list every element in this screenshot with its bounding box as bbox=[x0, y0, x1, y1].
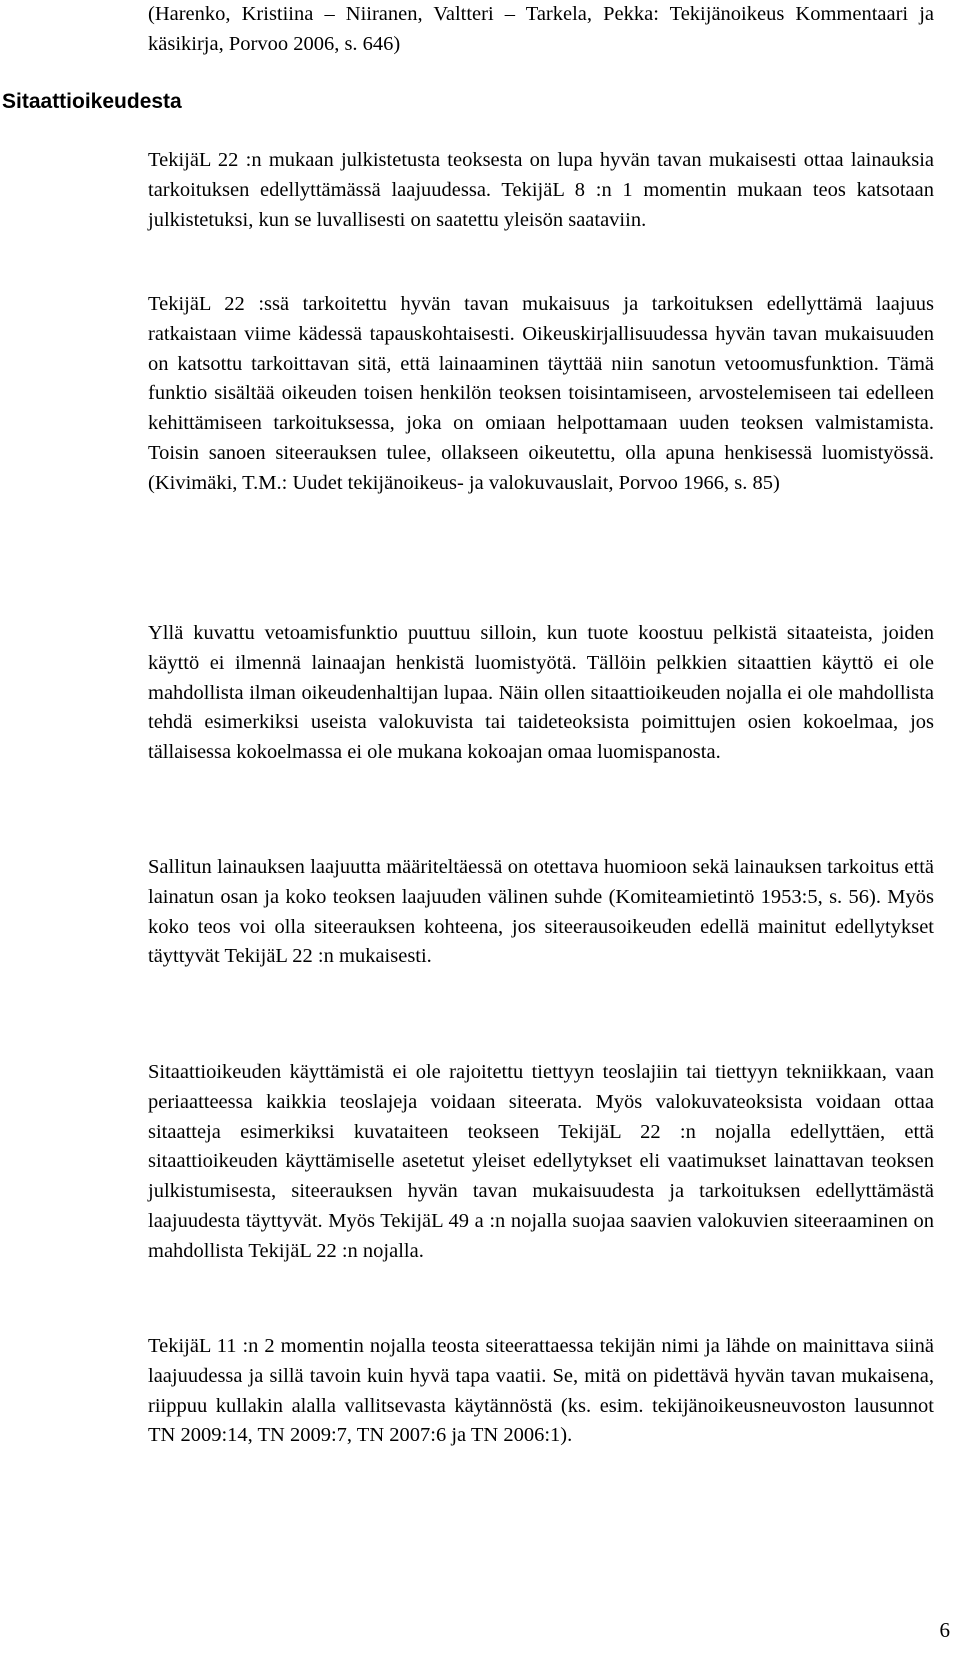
body-paragraph-4: Sallitun lainauksen laajuutta määriteltäessä on otettava huomioon sekä lainauksen tarkoitus että lainatun osan ja koko teoksen laajuuden välinen suhde (Komiteamietintö 1953:5, s. 56). Myös koko teos voi olla siteerauksen kohteena, jos siteerausoikeuden edellä mainitut edellytykset täyttyvät TekijäL 22 :n mukaisesti. bbox=[148, 856, 934, 968]
body-paragraph-6: TekijäL 11 :n 2 momentin nojalla teosta siteerattaessa tekijän nimi ja lähde on mainittava siinä laajuudessa ja sillä tavoin kuin hyvä tapa vaatii. Se, mitä on pidettävä hyvän tavan mukaisena, riippuu kullakin alalla vallitsevasta käytännöstä (ks. esim. tekijänoikeusneuvoston lausunnot TN 2009:14, TN 2009:7, TN 2007:6 ja TN 2006:1). bbox=[148, 1335, 934, 1447]
body-paragraph-2: TekijäL 22 :ssä tarkoitettu hyvän tavan mukaisuus ja tarkoituksen edellyttämä laajuus ratkaistaan viime kädessä tapauskohtaisesti. Oikeuskirjallisuudessa hyvän tavan mukaisuuden on katsottu tarkoittavan sitä, että lainaaminen täyttää niin sanotun vetoomusfunktion. Tämä funktio sisältää oikeuden toisen henkilön teoksen toisintamiseen, arvostelemiseen tai edelleen kehittämiseen tarkoituksessa, joka on omiaan helpottamaan uuden teoksen valmistamista. Toisin sanoen siteerauksen tulee, ollakseen oikeutettu, olla apuna henkisessä luomistyössä. (Kivimäki, T.M.: Uudet tekijänoikeus- ja valokuvauslait, Porvoo 1966, s. 85) bbox=[148, 293, 934, 494]
body-paragraph-5: Sitaattioikeuden käyttämistä ei ole rajoitettu tiettyyn teoslajiin tai tiettyyn tekniikkaan, vaan periaatteessa kaikkia teoslajeja voidaan siteerata. Myös valokuvateoksista voidaan ottaa sitaatteja esimerkiksi kuvataiteen teokseen TekijäL 22 :n nojalla edellyttäen, että sitaattioikeuden käyttämiselle asetetut yleiset edellytykset eli vaatimukset lainattavan teoksen julkistumisesta, siteerauksen hyvän tavan mukaisuudesta ja tarkoituksen edellyttämästä laajuudesta täyttyvät. Myös TekijäL 49 a :n nojalla suojaa saavien valokuvien siteeraaminen on mahdollista TekijäL 22 :n nojalla. bbox=[148, 1061, 934, 1262]
body-paragraph-3: Yllä kuvattu vetoamisfunktio puuttuu silloin, kun tuote koostuu pelkistä sitaateista, joiden käyttö ei ilmennä lainaajan henkistä luomistyötä. Tällöin pelkkien sitaattien käyttö ei ole mahdollista ilman oikeudenhaltijan lupaa. Näin ollen sitaattioikeuden nojalla ei ole mahdollista tehdä esimerkiksi useista valokuvista tai taideteoksista poimittujen osien kokoelmaa, jos tällaisessa kokoelmassa ei ole mukana kokoajan omaa luomispanosta. bbox=[148, 622, 934, 764]
page-number: 6 bbox=[939, 1618, 950, 1642]
body-paragraph-1: TekijäL 22 :n mukaan julkistetusta teoksesta on lupa hyvän tavan mukaisesti ottaa lainauksia tarkoituksen edellyttämässä laajuudessa. TekijäL 8 :n 1 momentin mukaan teos katsotaan julkistetuksi, kun se luvallisesti on saatettu yleisön saataviin. bbox=[148, 149, 934, 231]
citation-paragraph: (Harenko, Kristiina – Niiranen, Valtteri – Tarkela, Pekka: Tekijänoikeus Kommentaari ja käsikirja, Porvoo 2006, s. 646) bbox=[148, 3, 934, 55]
section-heading: Sitaattioikeudesta bbox=[2, 90, 182, 113]
